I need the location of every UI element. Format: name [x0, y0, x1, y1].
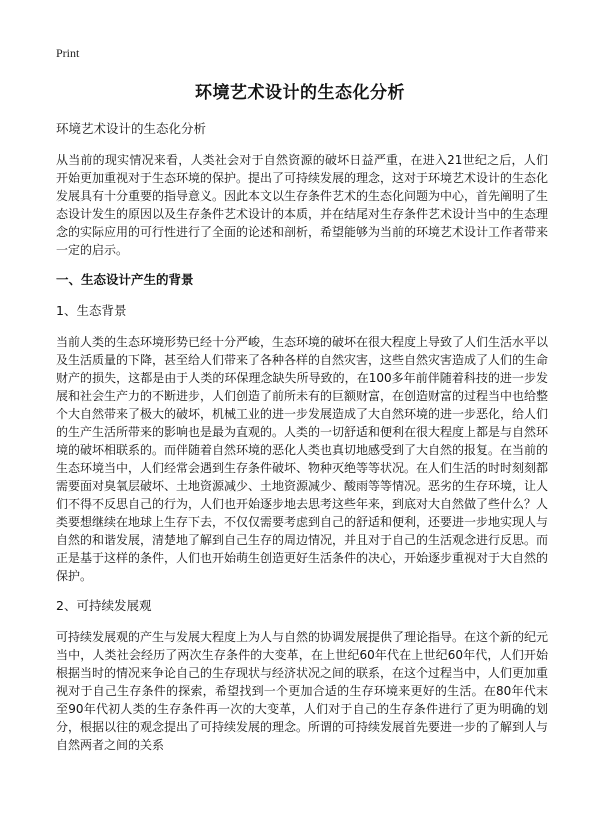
intro-paragraph: 从当前的现实情况来看，人类社会对于自然资源的破坏日益严重，在进入21世纪之后，人们开始更加重视对于生态环境的保护。提出了可持续发展的理念，这对于环境艺术设计的生态化发展具有十分重要的指导意义。因此本文以生存条件艺术的生态化问题为中心，首先阐明了生态设计发生的原因以及生存条件艺术设计的本质，并在结尾对生存条件艺术设计当中的生态理念的实际应用的可行性进行了全面的论述和剖析，希望能够为当前的环境艺术设计工作者带来一定的启示。: [56, 153, 549, 257]
article-body: [56, 120, 548, 766]
subsection-heading-ecology: 1、生态背景: [56, 303, 127, 318]
article-subtitle: 环境艺术设计的生态化分析: [56, 121, 207, 136]
section-heading: 一、生态设计产生的背景: [56, 272, 194, 287]
subsection-heading-sustainability: 2、可持续发展观: [56, 598, 152, 613]
ecology-paragraph: 当前人类的生态环境形势已经十分严峻，生态环境的破坏在很大程度上导致了人们生活水平以及生活质量的下降，甚至给人们带来了各种各样的自然灾害，这些自然灾害造成了人们的生命财产的损失，这都是由于人类的环保理念缺失所导致的，在100多年前伴随着科技的进一步发展和社会生产力的不断进步，人们创造了前所未有的巨额财富，在创造财富的过程当中也给整个大自然带来了极大的破坏，机械工业的进一步发展造成了大自然环境的进一步恶化，给人们的生产生活所带来的影响也是最为直观的。人类的一切舒适和便利在很大程度上都是与自然环境的破坏相联系的。而伴随着自然环境的恶化人类也真切地感受到了大自然的报复。在当前的生态环境当中，人们经常会遇到生存条件破坏、物种灭绝等等状况。在人们生活的时时刻刻都需要面对臭氧层破坏、土地资源减少、土地资源减少、酸雨等等情况。恶劣的生存环境，让人们不得不反思自己的行为，人们也开始逐步地去思考这些年来，到底对大自然做了些什么？人类要想继续在地球上生存下去，不仅仅需要考虑到自己的舒适和便利，还要进一步地实现人与自然的和谐发展，清楚地了解到自己生存的周边情况，并且对于自己的生活观念进行反思。而正是基于这样的条件，人们也开始萌生创造更好生活条件的决心，开始逐步重视对于大自然的保护。: [56, 335, 549, 583]
print-label: Print: [56, 46, 80, 60]
page-title: 环境艺术设计的生态化分析: [195, 83, 405, 103]
sustainability-paragraph: 可持续发展观的产生与发展大程度上为人与自然的协调发展提供了理论指导。在这个新的纪元当中，人类社会经历了两次生存条件的大变革，在上世纪60年代在上世纪60年代，人们开始根据当时的情况来争论自己的生存现状与经济状况之间的联系，在这个过程当中，人们更加重视对于自己生存条件的探索，希望找到一个更加合适的生存环境来更好的生活。在80年代末至90年代初人类的生存条件再一次的大变革，人们对于自己的生存条件进行了更为明确的划分，根据以往的观念提出了可持续发展的理念。所谓的可持续发展首先要进一步的了解到人与自然两者之间的关系: [56, 630, 549, 752]
